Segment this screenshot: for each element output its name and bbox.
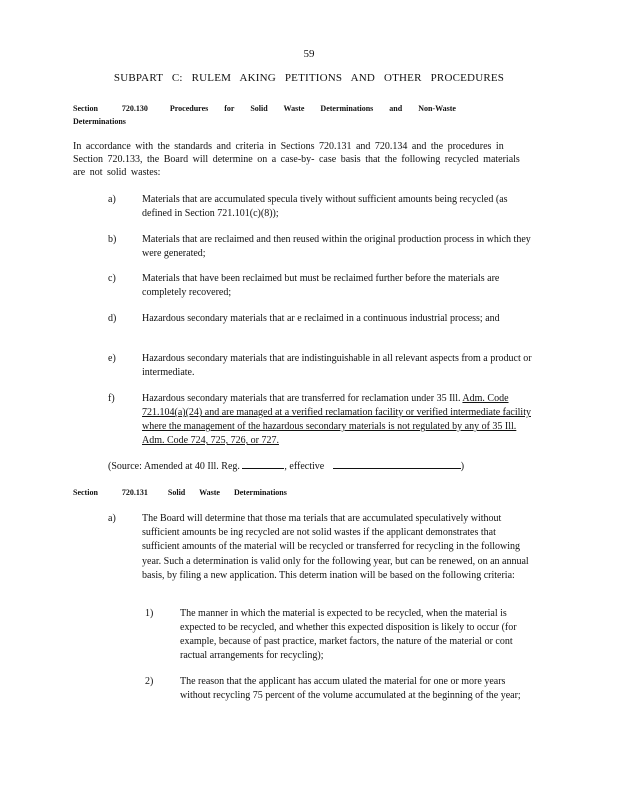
item-b-label: b) (108, 234, 117, 245)
item-f-text-plain: Hazardous secondary materials that are transferred for reclamation under 35 Ill. (142, 393, 461, 404)
item-a-text: Materials that are accumulated specula tively without sufficient amounts being recycled (as defined in Section 721.101(c)(8)); (142, 194, 508, 219)
item-d-label: d) (108, 313, 117, 324)
source-effective-blank (333, 459, 461, 469)
source-reg-blank (242, 459, 284, 469)
item-c-label: c) (108, 273, 116, 284)
section-title: Procedures for Solid Waste Determinations and Non-Waste (169, 104, 456, 113)
item-a-label: a) (108, 194, 116, 205)
item-f-label: f) (108, 393, 115, 404)
section-label: Section (73, 488, 98, 497)
section-number: 720.131 (121, 488, 148, 497)
source-note (108, 459, 528, 474)
section-title: Solid Waste Determinations (167, 488, 287, 497)
section-131-item-a-label: a) (108, 513, 116, 524)
section-720-130-heading (73, 102, 533, 128)
item-c-text: Materials that have been reclaimed but must be reclaimed further before the materials are completely recovered; (142, 273, 500, 298)
page-number: 59 (303, 48, 315, 60)
criterion-1-label: 1) (145, 608, 154, 619)
source-note-prefix: (Source: Amended at 40 Ill. Reg. (108, 461, 240, 472)
section-720-131-heading (73, 488, 533, 497)
item-e-label: e) (108, 353, 116, 364)
item-b-text: Materials that are reclaimed and then reused within the original production process in which they were generated; (142, 234, 531, 259)
source-note-mid: , effective (284, 461, 325, 472)
source-note-suffix: ) (460, 461, 465, 472)
criterion-2-text: The reason that the applicant has accum ulated the material for one or more years without recycling 75 percent of the volume accumulated at the beginning of the year; (180, 676, 521, 701)
section-number: 720.130 (121, 104, 148, 113)
item-f-text (142, 392, 534, 448)
section-label: Section (73, 104, 98, 113)
subpart-title: SUBPART C: RULEM AKING PETITIONS AND OTHER PROCEDURES (113, 72, 505, 84)
section-title-continued: Determinations (73, 117, 126, 126)
item-e-text: Hazardous secondary materials that are indistinguishable in all relevant aspects from a product or intermediate. (142, 353, 532, 378)
intro-paragraph: In accordance with the standards and criteria in Sections 720.131 and 720.134 and the procedures in Section 720.133, the Board will determine on a case-by- case basis that the following recycled materials are not solid wastes: (73, 141, 520, 178)
item-f-text-amended: Adm. Code 721.104(a)(24) and are managed at a verified reclamation facility or verified intermediate facility where the management of the hazardous secondary materials is not regulated by any of 35 Ill. Adm. Code 724, 725, 726, or 727. (142, 393, 531, 446)
item-d-text: Hazardous secondary materials that ar e reclaimed in a continuous industrial process; and (142, 313, 500, 324)
section-131-item-a-text: The Board will determine that those ma terials that are accumulated speculatively without sufficient amounts be ing recycled are not solid wastes if the applicant demonstrates that sufficient amounts of the material will be recycled or transferred for recycling in the following year. Such a determination is valid only for the following year, but can be renewed, on an annual basis, by filing a new application. This determ ination will be based on the following criteria: (142, 513, 529, 581)
criterion-1-text: The manner in which the material is expected to be recycled, when the material is expected to be recycled, and whether this expected disposition is likely to occur (for example, because of past practice, market factors, the nature of the material or cont ractual arrangements for recycling); (180, 608, 517, 661)
criterion-2-label: 2) (145, 676, 154, 687)
